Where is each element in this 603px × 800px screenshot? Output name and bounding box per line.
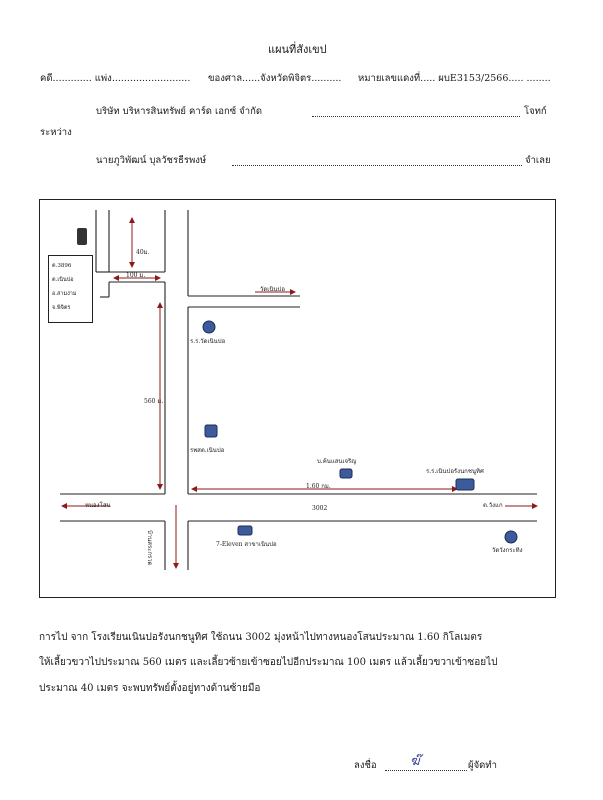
seven-eleven-marker	[238, 526, 252, 535]
directions-line-2: ให้เลี้ยวขวาไปประมาณ 560 เมตร และเลี้ยวซ้ายเข้าซอยไปอีกประมาณ 100 เมตร แล้วเลี้ยวขวาเข้าซอยไป	[39, 657, 498, 668]
map-drawing	[40, 200, 557, 599]
plaintiff-role: โจทก์	[524, 106, 547, 117]
road-3002-label: 3002	[312, 505, 328, 512]
legend-line: อ.สามง่าม	[52, 291, 77, 297]
thai-fresh-label: บ.ค้นแสนเจริญ	[317, 458, 357, 465]
legend-line: จ.พิจิตร	[52, 305, 71, 311]
school-main-marker	[456, 479, 474, 490]
seven-eleven-label: 7-Eleven สาขาเนินปอ	[216, 541, 277, 548]
distance-560m: 560 ม.	[144, 398, 164, 405]
school-wat-marker	[203, 321, 215, 333]
signature-mark: ฆ๊	[410, 754, 420, 769]
plaintiff-name: บริษัท บริหารสินทรัพย์ คาร์ด เอกซ์ จำกัด	[96, 106, 262, 117]
signature-line	[385, 770, 467, 771]
distance-40m: 40ม.	[136, 249, 150, 256]
sketch-map	[39, 199, 556, 598]
thai-fresh-marker	[340, 469, 352, 478]
location-legend-box	[48, 255, 93, 323]
court-name: ของศาล......จังหวัดพิจิตร..........	[208, 73, 342, 84]
direction-nongsano-label: หนองโสน	[85, 502, 111, 509]
direction-side-road-label: บ้านสระกรวด	[146, 530, 153, 566]
page-title: แผนที่สังเขป	[268, 43, 327, 56]
signature-label: ลงชื่อ	[354, 760, 377, 771]
directions-line-3: ประมาณ 40 เมตร จะพบทรัพย์ตั้งอยู่ทางด้านซ้ายมือ	[39, 683, 261, 694]
direction-wat-label: วัดเนินปอ	[260, 286, 285, 293]
legend-line: ต.เนินปอ	[52, 277, 74, 283]
school-main-label: ร.ร.เนินปอรังนกชนูทิศ	[426, 468, 484, 475]
distance-100m: 100 ม.	[126, 272, 146, 279]
wat-temple-marker	[505, 531, 517, 543]
defendant-dotted-line	[232, 165, 522, 166]
plaintiff-dotted-line	[312, 116, 520, 117]
case-number: คดี............. แพ่ง..........................	[40, 73, 191, 84]
hospital-label: รพสต.เนินปอ	[190, 447, 225, 454]
property-marker	[77, 228, 87, 245]
distance-160km: 1.60 กม.	[306, 483, 331, 490]
red-case-number: หมายเลขแดงที่..... ผบE3153/2566..... ........	[358, 73, 551, 84]
signature-role: ผู้จัดทำ	[468, 760, 497, 771]
legend-line: ต.3896	[52, 263, 72, 269]
direction-wangkae-label: ต.วังแก	[483, 502, 503, 509]
between-label: ระหว่าง	[40, 127, 72, 138]
wat-temple-label: วัดวังกระทิง	[492, 547, 523, 554]
hospital-marker	[205, 425, 217, 437]
defendant-role: จำเลย	[525, 155, 551, 166]
defendant-name: นายภูวิพัฒน์ บุลวัชรธีรพงษ์	[96, 155, 207, 166]
school-wat-label: ร.ร.วัดเนินปอ	[190, 338, 226, 345]
directions-line-1: การไป จาก โรงเรียนเนินปอรังนกชนูทิศ ใช้ถนน 3002 มุ่งหน้าไปทางหนองโสนประมาณ 1.60 กิโลเมตร	[39, 632, 483, 643]
